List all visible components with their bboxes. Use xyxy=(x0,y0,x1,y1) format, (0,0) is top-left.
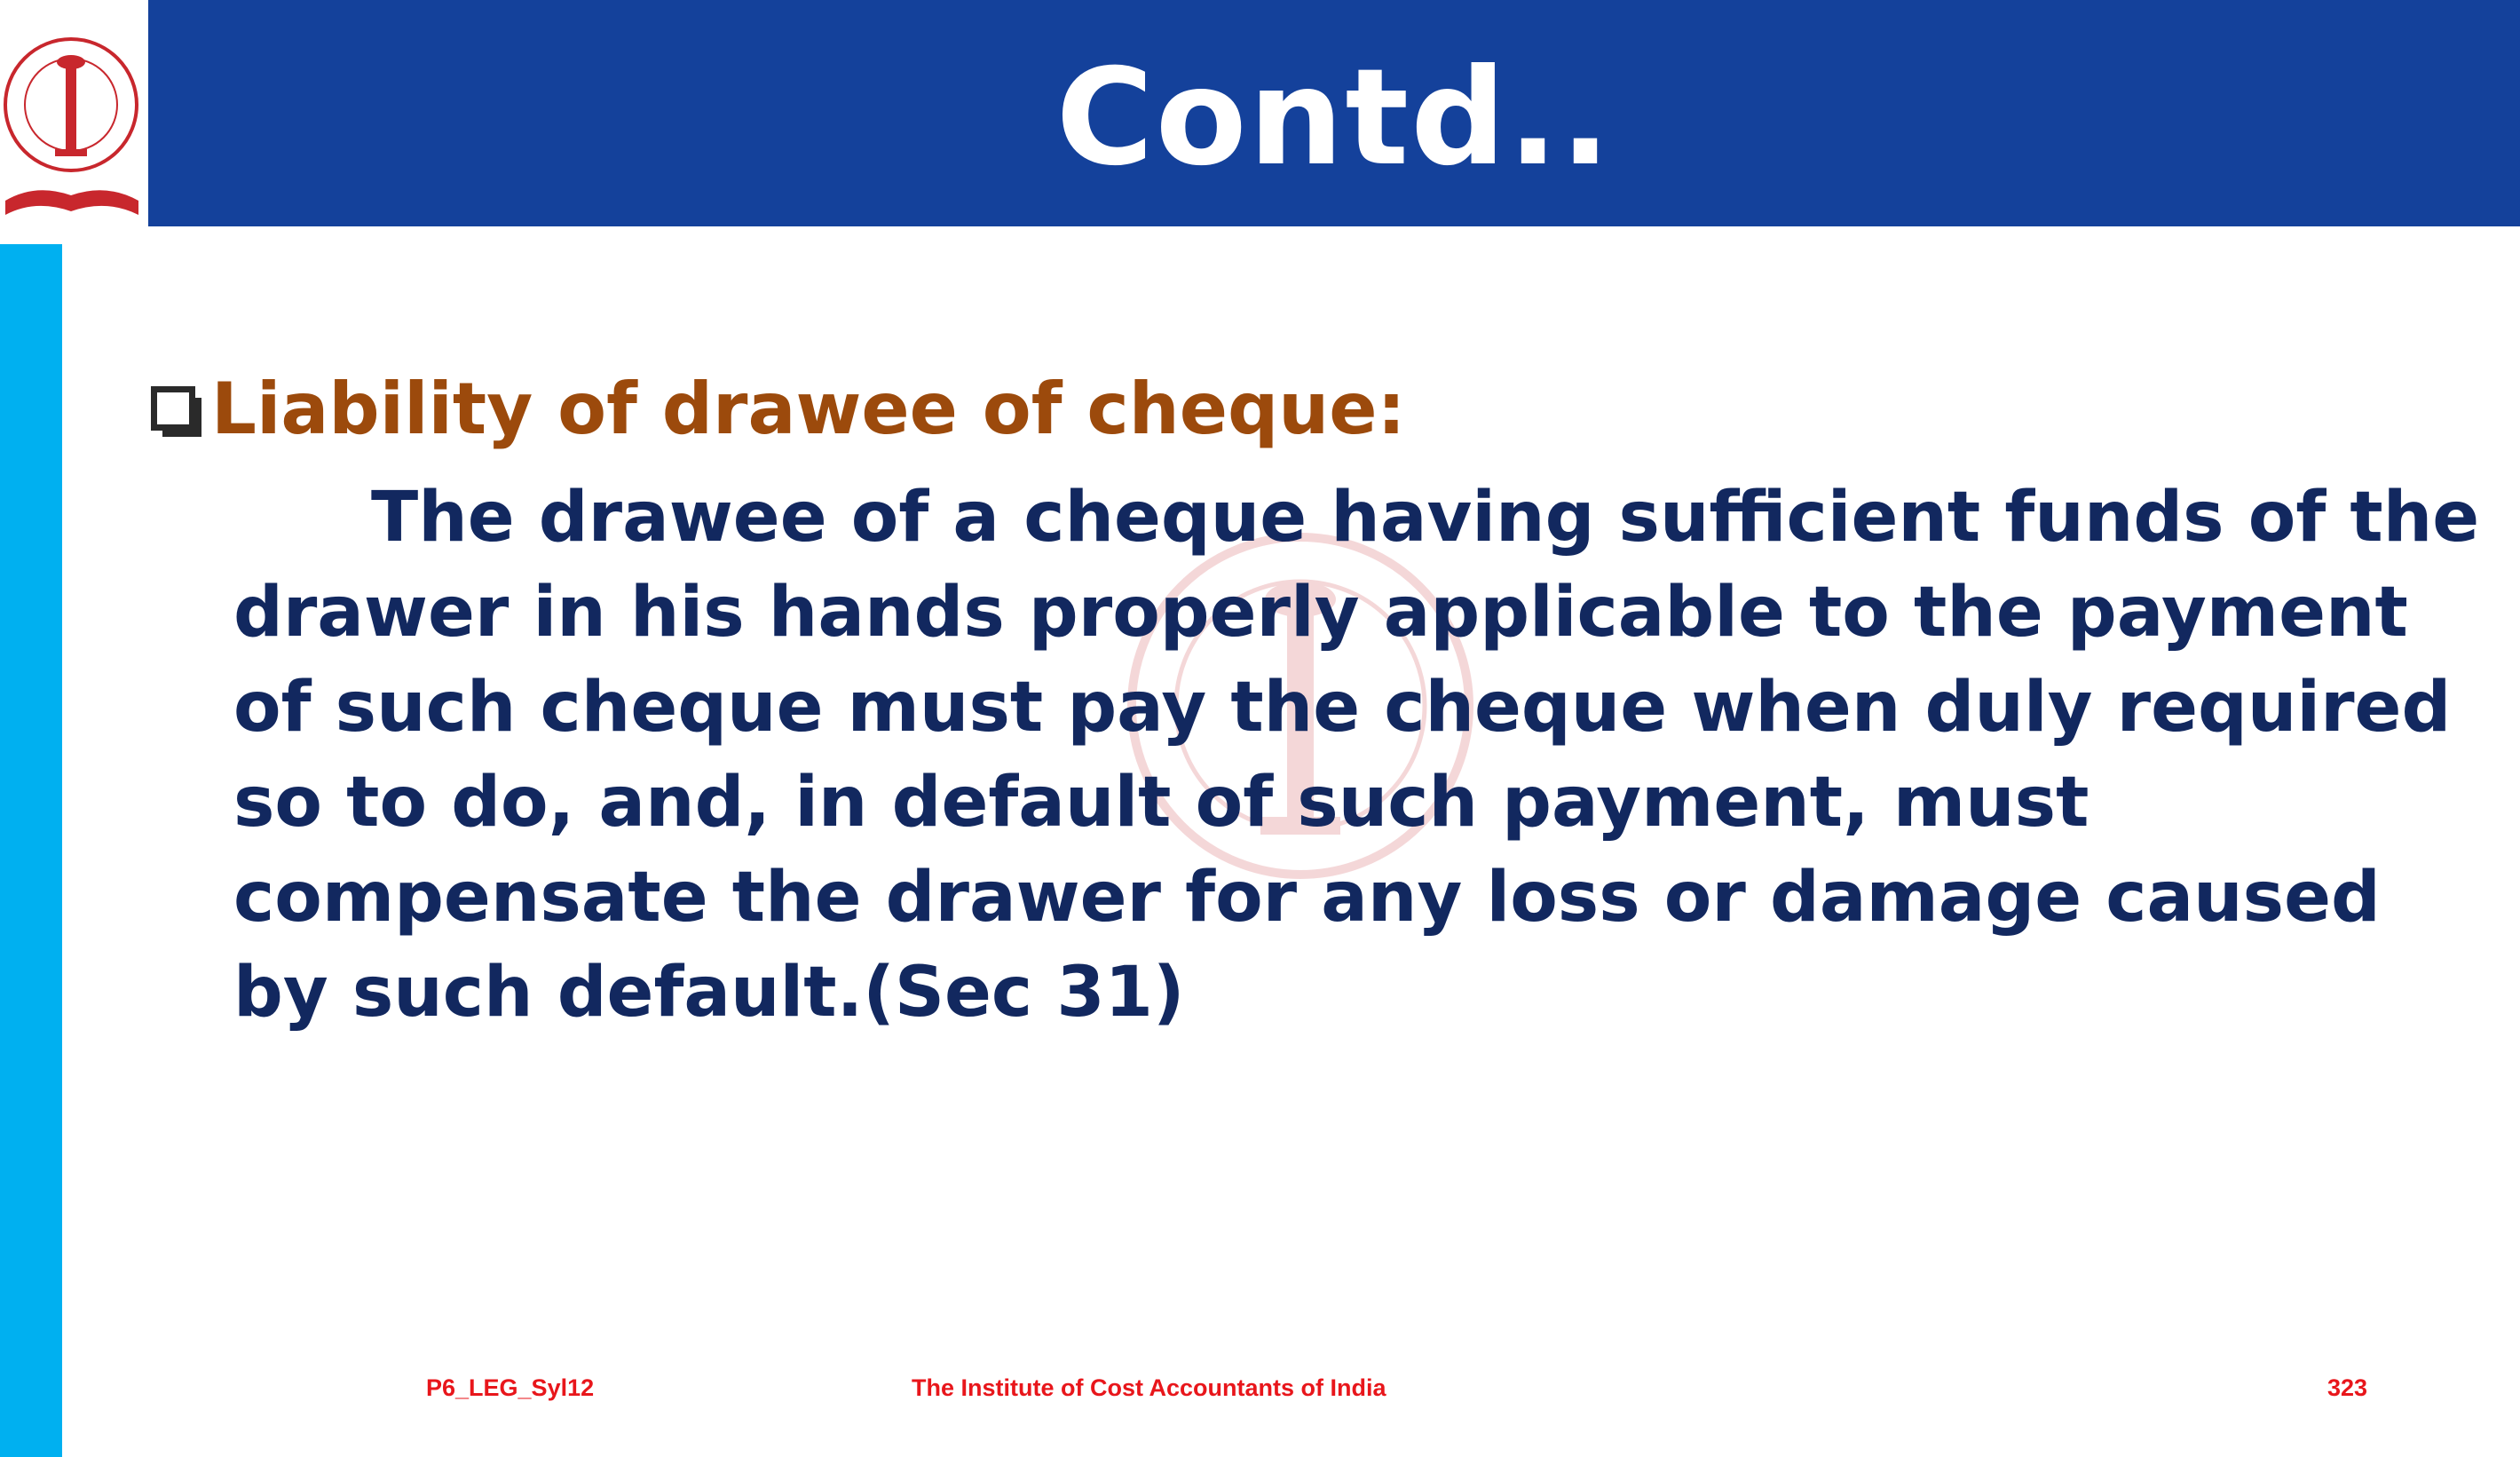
seal-logo-icon xyxy=(0,0,148,226)
footer-page-number: 323 xyxy=(2327,1374,2368,1401)
institute-logo xyxy=(0,0,148,226)
body-line: by such default.(Sec 31) xyxy=(233,953,1185,1033)
heading-text: Liability of drawee of cheque: xyxy=(211,367,1406,450)
body-paragraph xyxy=(233,471,2480,1041)
body-line: so to do, and, in default of such payment, must xyxy=(233,763,2089,843)
slide-title: Contd.. xyxy=(1055,40,1613,195)
side-accent-strip xyxy=(0,244,62,1457)
body-line: compensate the drawer for any loss or damage caused xyxy=(233,858,2381,938)
body-line: The drawee of a cheque having sufficient funds of the xyxy=(371,478,2480,558)
body-line: of such cheque must pay the cheque when duly required xyxy=(233,668,2452,748)
footer-code: P6_LEG_Syl12 xyxy=(426,1374,595,1401)
checkbox-bullet-icon xyxy=(151,386,195,431)
footer-institute: The Institute of Cost Accountants of India xyxy=(912,1374,1386,1401)
section-heading xyxy=(151,360,1405,457)
body-line: drawer in his hands properly applicable to the payment xyxy=(233,573,2408,653)
